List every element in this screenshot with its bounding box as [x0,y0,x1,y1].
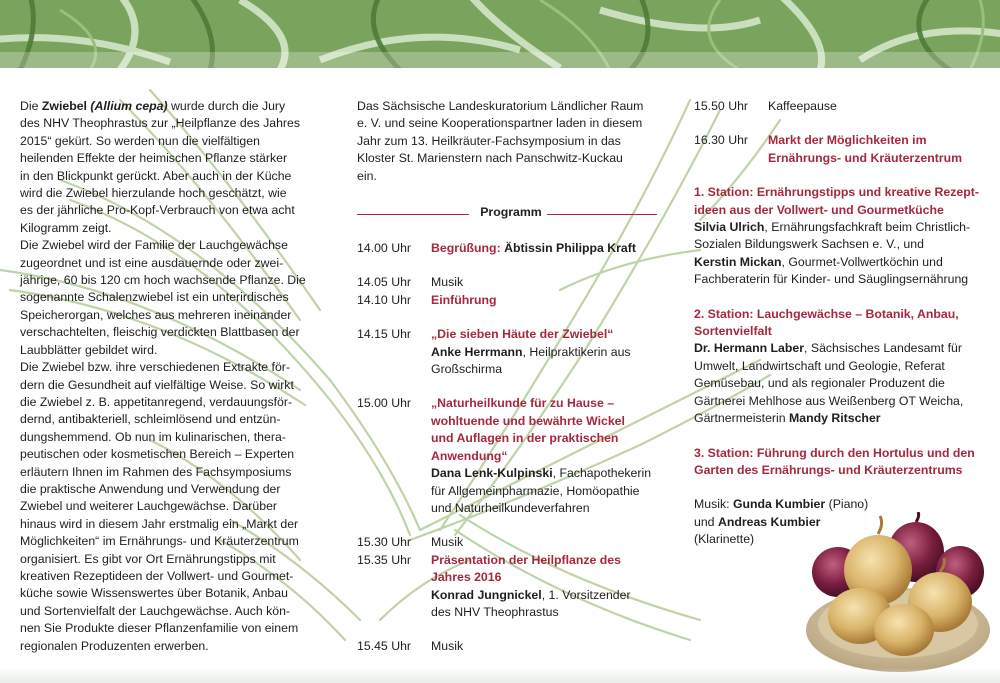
text-run: , Heilpraktikerin aus Großschirma [431,344,631,377]
programm-item [357,326,662,378]
station-description [694,340,984,427]
text-run: Kaffeepause [768,99,837,113]
bold-text: Kerstin Mickan [694,254,782,269]
programm-time: 15.00 Uhr [357,396,412,411]
paragraph-gesundheit: Die Zwiebel bzw. ihre verschiedenen Extrakte för- dern die Gesundheit auf vielfältige Weise. So wirkt die Zwiebel z. B. appetitanregend, verdauungsför- dernd, antibakteriell, schleimlösend und entzün- dungshemmend. Ob nun im kulinarischen, thera- peutischen oder kosmetischen Bereich – Experten erläutern Ihnen im Rahmen des Fachsymposiums die praktische Anwendung und Verwendung der Zwiebel und weiterer Lauchgewächse. Darüber hinaus wird in diesem Jahr erstmalig ein „Markt der Möglichkeiten“ im Ernährungs- und Kräuterzentrum organisiert. Es gibt vor Ort Ernährungstipps mit kreativen Rezeptideen der Vollwert- und Gourmet- küche sowie Wissenswertes über Botanik, Anbau und Sortenvielfalt der Lauchgewächse. Auch kön- nen Sie Produkte dieser Pflanzenfamilie von einem regionalen Produzenten erwerben. [20,360,299,653]
text-run: Die [20,99,42,113]
programm-item [357,534,662,551]
programm-description [431,638,662,655]
programm-item [694,98,984,115]
bold-text: Dana Lenk-Kulpinski [431,466,553,481]
programm-description [768,132,984,167]
bold-text: (Allium cepa) [90,99,168,113]
highlight-text: Einführung [431,292,497,307]
bold-text: Mandy Ritscher [789,411,881,426]
programm-description [431,274,662,291]
station-block [694,184,984,288]
station-block [694,306,984,428]
programm-time: 15.35 Uhr [357,552,412,567]
programm-list [357,240,662,656]
programm-time: 16.30 Uhr [694,133,749,148]
highlight-text: „Die sieben Häute der Zwiebel“ [431,327,614,342]
programm-time: 14.05 Uhr [357,275,412,290]
programm-description [431,326,662,378]
programm-item [357,274,662,291]
bold-text: Silvia Ulrich [694,220,765,235]
station-title: 3. Station: Führung durch den Hortulus und den Garten des Ernährungs- und Kräuterzentrums [694,445,975,477]
bold-text: Andreas Kumbier [717,514,821,529]
programm-item [357,395,662,517]
programm-time: 15.30 Uhr [357,535,412,550]
paragraph-lauchgewaechse: Die Zwiebel wird der Familie der Lauchgewächse zugeordnet und ist eine ausdauernde oder zwei- jährige, 60 bis 120 cm hoch wachsende Pflanze. Die sogenannte Schalenzwiebel ist ein unterirdisches Speicherorgan, welches aus mehreren ineinander verschachtelten, fleischig verdickten Blattbasen der Laubblätter gebildet wird. [20,238,306,357]
programm-description [431,240,662,257]
text-run: Musik: [694,497,733,512]
programm-time: 14.00 Uhr [357,241,412,256]
programm-heading [357,203,662,223]
heading-rule-left [357,214,469,215]
programm-description [768,98,984,115]
highlight-text: Präsentation der Heilpflanze des Jahres 2016 [431,552,621,585]
station-title: 2. Station: Lauchgewächse – Botanik, Anbau, Sortenvielfalt [694,306,959,339]
text-run: (Klarinette) [694,532,755,547]
bold-text: Gunda Kumbier [732,497,826,512]
bold-text: Dr. Hermann Laber [694,341,805,356]
bottom-fade [0,668,1000,683]
onion-bowl-photo [800,512,990,672]
programm-description [431,395,662,517]
text-run: , Gourmet-Vollwertköchin und Fachberaterin für Kinder- und Säuglingsernährung [694,254,969,287]
programm-time: 15.45 Uhr [357,639,412,654]
bold-text: Äbtissin Philippa Kraft [504,241,636,256]
programm-item [357,292,662,309]
highlight-text: Markt der Möglichkeiten im Ernährungs- und Kräuterzentrum [768,133,963,165]
text-run: Musik [431,639,464,654]
programm-description [431,534,662,551]
intro-column [20,98,316,655]
text-run: wurde durch die Jury des NHV Theophrastus zur „Heilpflanze des Jahres 2015“ gekürt. So werden nun die vielfältigen heilenden Effekte der heimischen Pflanze stärker in den Blickpunkt gerückt. Aber auch in der Küche wird die Zwiebel hierzulande hoch geschätzt, wie es der jährliche Pro-Kopf-Verbrauch von etwa acht Kilogramm zeigt. [20,99,301,235]
bold-text: Anke Herrmann [431,344,523,359]
bold-text: Konrad Jungnickel [431,587,542,602]
text-run: , Sächsisches Landesamt für Umwelt, Landwirtschaft und Geologie, Referat Gemüsebau, und als regionaler Produzent die Gärtnerei Mehlhose aus Weißenberg OT Weicha, Gärtnermeisterin [694,341,964,426]
text-run: (Piano) und [694,497,869,529]
programm-column [357,98,662,656]
text-run: , 1. Vorsitzender des NHV Theophrastus [431,587,631,619]
station-list [694,184,984,479]
programm-item [357,638,662,655]
text-run: , Ernährungsfachkraft beim Christlich- Sozialen Bildungswerk Sachsen e. V., und [694,220,971,252]
programm-description [431,292,662,309]
programm-item [694,132,984,167]
station-description [694,219,984,289]
text-run: , Fachapothekerin für Allgemeinpharmazie, Homöopathie und Naturheilkundeverfahren [431,466,652,515]
programm-list-continued [694,98,984,167]
programm-item [357,552,662,622]
programm-time: 14.10 Uhr [357,292,412,307]
programm-description [431,552,662,622]
paragraph-heilpflanze [20,98,316,237]
header-photo-onion-plants [0,0,1000,68]
text-run: Musik [431,275,464,290]
programm-time: 14.15 Uhr [357,327,412,342]
bold-text: Zwiebel [41,99,91,113]
programm-label: Programm [480,205,542,220]
heading-rule-right [547,214,657,215]
highlight-text: Begrüßung: [431,241,505,256]
highlight-text: „Naturheilkunde für zu Hause – wohltuende und bewährte Wickel und Auflagen in der praktischen Anwendung“ [431,396,625,463]
station-block [694,445,984,480]
programm-item [357,240,662,257]
invitation-text: Das Sächsische Landeskuratorium Ländlicher Raum e. V. und seine Kooperationspartner laden in diesem Jahr zum 13. Heilkräuter-Fachsymposium in das Kloster St. Marienstern nach Panschwitz-Kuckau ein. [357,99,644,183]
programm-column-continued [694,98,984,549]
text-run: Musik [431,535,464,550]
station-title: 1. Station: Ernährungstipps und kreative Rezept- ideen aus der Vollwert- und Gourmetküche [694,185,979,217]
programm-time: 15.50 Uhr [694,99,749,113]
